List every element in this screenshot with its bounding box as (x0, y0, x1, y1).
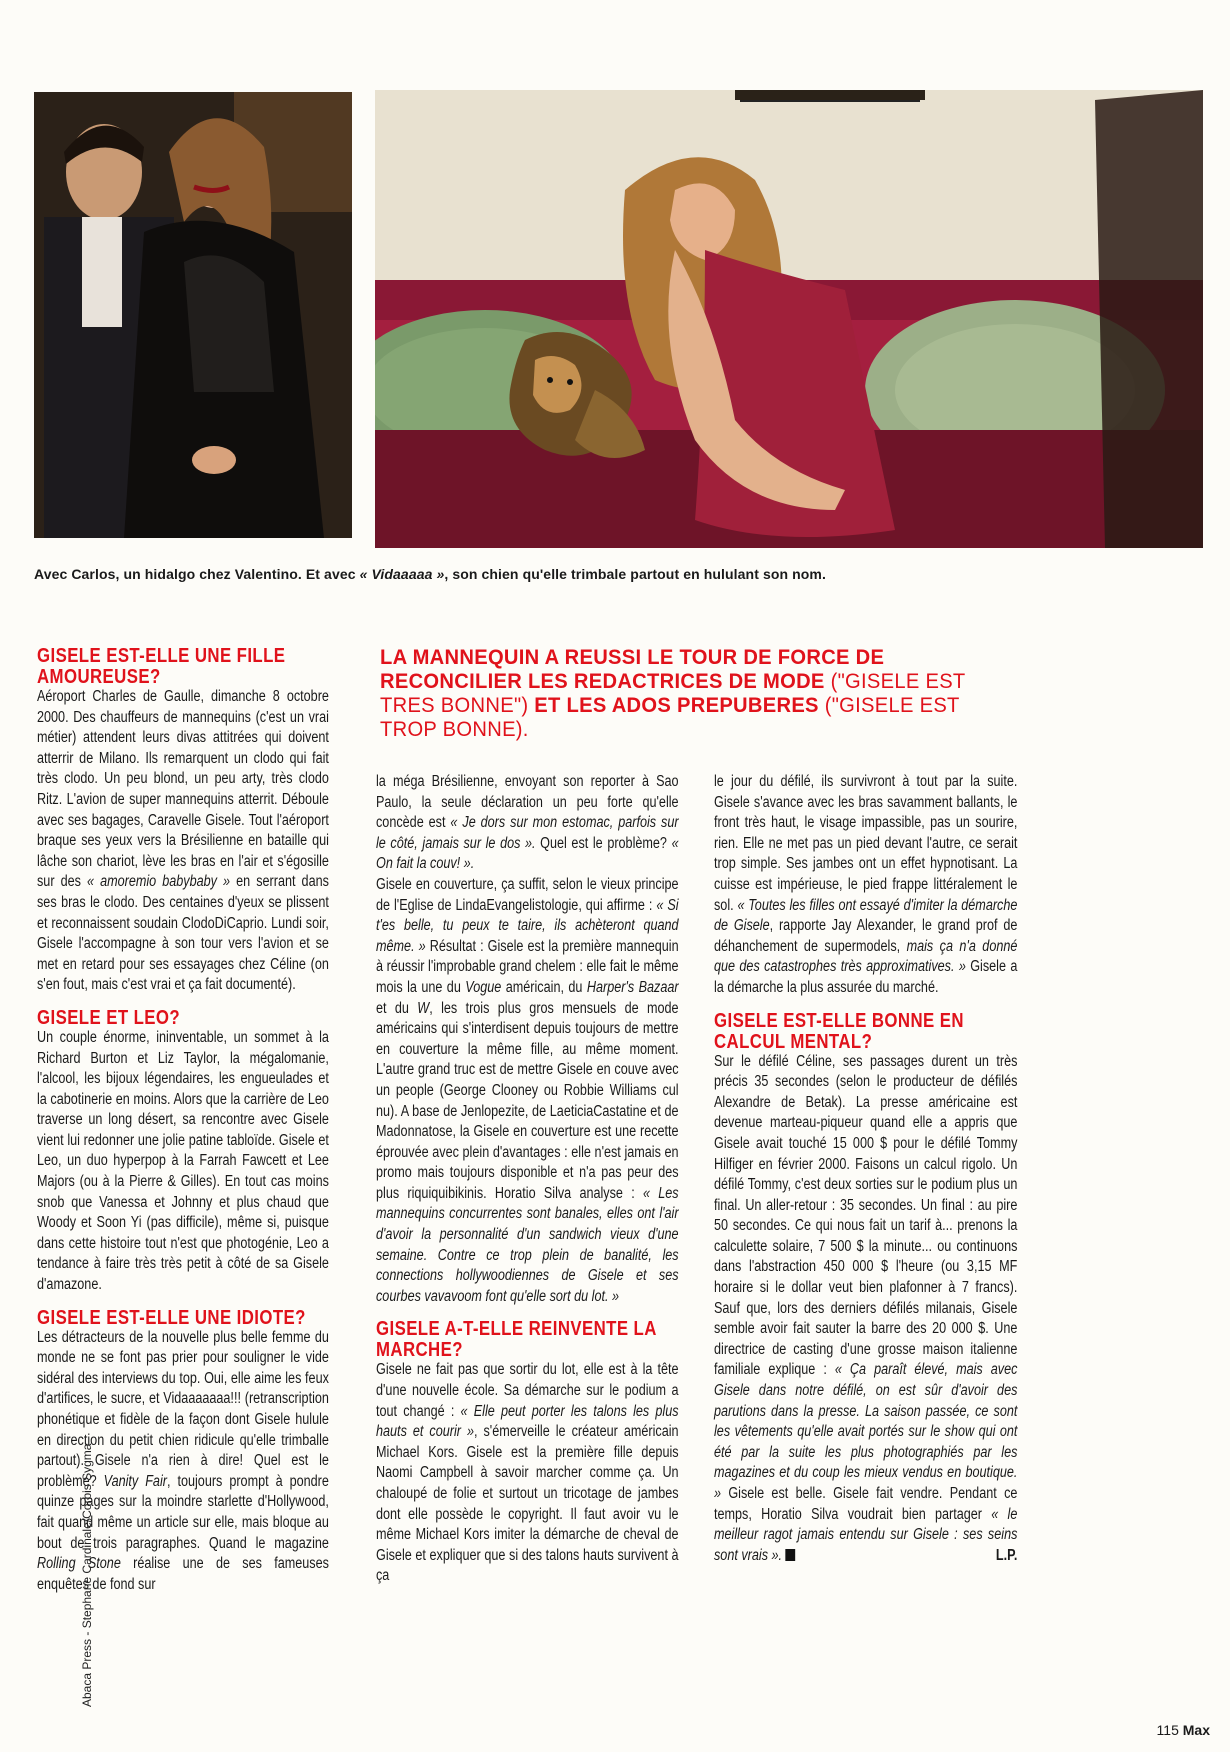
photo-credit: Abaca Press - Stephane Cardinale/Corbis Sygma (80, 1443, 94, 1707)
pull-quote: LA MANNEQUIN A REUSSI LE TOUR DE FORCE DE RECONCILIER LES REDACTRICES DE MODE ("GISELE EST TRES BONNE") ET LES ADOS PREPUBERES ("GISELE EST TROP BONNE). (380, 646, 966, 741)
paragraph: le jour du défilé, ils survivront à tout par la suite. Gisele s'avance avec les bras savamment ballants, le front très haut, le visage impassible, pas un sourire, rien. Elle ne met pas un pied devant l'autre, ce serait trop simple. Ses jambes ont un effet hypnotisant. La cuisse est impérieuse, le pied frappe littéralement le sol. « Toutes les filles ont essayé d'imiter la démarche de Gisele, rapporte Jay Alexander, le grand prof de déhanchement de supermodels, mais ça n'a donné que des catastrophes très approximatives. » Gisele a la démarche la plus assurée du marché. (714, 773, 1018, 996)
section-heading: GISELE EST-ELLE BONNE EN CALCUL MENTAL? (714, 1008, 964, 1053)
section-heading: GISELE A-T-ELLE REINVENTE LA MARCHE? (376, 1317, 657, 1362)
article-column-2 (376, 772, 679, 1587)
paragraph: Gisele ne fait pas que sortir du lot, elle est à la tête d'une nouvelle école. Sa démarche sur le podium a tout changé : « Elle peut porter les talons les plus hauts et courir », s'émerveille le créateur américain Michael Kors. Gisele est la première fille depuis Naomi Campbell à savoir marcher comme ça. Un chaloupé de folie et surtout un tricotage de jambes dont elle possède le copyright. Il faut avoir vu le même Michael Kors imiter la démarche de cheval de Gisele et expliquer que si des talons hauts survivent à ça (376, 1361, 679, 1585)
paragraph: Gisele en couverture, ça suffit, selon le vieux principe de l'Eglise de LindaEvangelistologie, qui affirme : « Si t'es belle, tu peux te taire, ils achèteront quand même. » Résultat : Gisele est la première mannequin à réussir l'improbable grand chelem : elle fait le même mois la une du Vogue américain, du Harper's Bazaar et du W, les trois plus gros mensuels de mode américains qui s'interdisent depuis toujours de mettre en couverture la même fille, au même moment. L'autre grand truc est de mettre Gisele en couve avec un people (George Clooney ou Robbie Williams cul nu). A base de Jenlopezite, de LaeticiaCastatine et de Madonnatose, la Gisele en couverture est une recette éprouvée avec plein d'avantages : elle n'est jamais en promo mais toujours disponible et n'a pas peur des plus riquiquibikinis. Horatio Silva analyse : « Les mannequins concurrentes sont banales, elles ont l'air d'avoir la personnalité d'un sandwich vieux d'une semaine. Contre ce trop plein de banalité, les connections hollywoodiennes de Gisele et ses courbes vavavoom font qu'elle sort du lot. » (376, 875, 679, 1305)
author-signature: L.P. (995, 1546, 1018, 1564)
photo-right-illustration (375, 90, 1203, 548)
photo-gisele-dog (375, 90, 1203, 548)
page-footer (1157, 1722, 1210, 1738)
paragraph: la méga Brésilienne, envoyant son reporter à Sao Paulo, la seule déclaration un peu forte qu'elle concède est « Je dors sur mon estomac, parfois sur le côté, jamais sur le dos ». Quel est le problème? « On fait la couv! ». (376, 773, 679, 873)
end-mark-icon (785, 1549, 795, 1561)
paragraph: Aéroport Charles de Gaulle, dimanche 8 octobre 2000. Des chauffeurs de mannequins (c'est un vrai métier) attendent leurs divas attitrées qui doivent atterrir de Milano. Ils remarquent un clodo qui fait très clodo. Un peu blond, un peu arty, très clodo Ritz. L'avion de super mannequins atterrit. Déboule avec ses bagages, Caravelle Gisele. Tout l'aéroport braque ses yeux vers la Brésilienne en bataille qui lâche son chariot, lève les bras en l'air et s'égosille sur des « amoremio babybaby » en serrant dans ses bras le clodo. Des centaines d'yeux se plissent et reconnaissent soudain ClodoDiCaprio. Lundi soir, Gisele l'accompagne à son tour vers l'avion et se met en retard pour ses essayages chez Céline (on s'en fout, mais c'est vrai et ça fait documenté). (37, 688, 329, 994)
section-heading: GISELE EST-ELLE UNE IDIOTE? (37, 1305, 306, 1329)
photo-left-illustration (34, 92, 352, 538)
paragraph: Les détracteurs de la nouvelle plus belle femme du monde ne se font pas prier pour souligner le vide sidéral des interviews du top. Oui, elle aime les feux d'artifices, le sucre, et Vidaaaaaaa!!! (retranscription phonétique et fidèle de la façon dont Gisele hulule en direction du petit chien ridicule qu'elle trimballe partout). Gisele n'a rien à dire! Quel est le problème? Vanity Fair, toujours prompt à pondre quinze pages sur la moindre starlette d'Hollywood, fait quand même un article sur elle, mais bloque au bout de trois paragraphes. Quand le magazine Rolling Stone réalise une de ses fameuses enquêtes de fond sur (37, 1328, 329, 1593)
section-heading: GISELE EST-ELLE UNE FILLE AMOUREUSE? (37, 644, 286, 688)
photo-carlos-gisele (34, 92, 352, 538)
paragraph: Un couple énorme, ininventable, un sommet à la Richard Burton et Liz Taylor, la mégalomanie, l'alcool, les bijoux légendaires, les engueulades et la cabotinerie en moins. Alors que la carrière de Leo traverse un long désert, sa rencontre avec Gisele vient lui redonner une jolie patine tabloïde. Gisele et Leo, un duo hyperpop à la Farrah Fawcett et Lee Majors (ou à la Pierre & Gilles). En tout cas moins snob que Vanessa et Johnny et plus chaud que Woody et Soon Yi (pas difficile), même si, puisque dans cette histoire tout n'est que photogénie, Leo a tendance à faire très très petit à côté de sa Gisele d'amazone. (37, 1028, 329, 1294)
magazine-name: Max (1182, 1722, 1210, 1738)
section-heading: GISELE ET LEO? (37, 1005, 181, 1029)
photo-caption: Avec Carlos, un hidalgo chez Valentino. Et avec « Vidaaaaa », son chien qu'elle trimbale partout en hululant son nom. (34, 566, 826, 582)
page-number: 115 (1156, 1722, 1179, 1738)
article-column-3 (714, 772, 1017, 1566)
paragraph: Sur le défilé Céline, ses passages durent un très précis 35 secondes (selon le producteur de défilés Alexandre de Betak). La presse américaine est devenue marteau-piqueur quand elle a appris que Gisele avait touché 15 000 $ pour le défilé Tommy Hilfiger en février 2000. Faisons un calcul rigolo. Un défilé Tommy, c'est deux sorties sur le podium plus un final. Un aller-retour : 35 secondes. Un final : au pire 50 secondes. Ce qui nous fait un tarif à... prenons la calculette solaire, 7 500 $ la minute... ou continuons dans l'abstraction 450 000 $ l'heure (ou 3,15 MF horaire si le dollar veut bien plafonner à 7 francs). Sauf que, lors des derniers défilés milanais, Gisele semble avoir fait sauter la barre des 20 000 $. Une directrice de casting d'une grosse maison italienne familiale explique : « Ça paraît élevé, mais avec Gisele dans notre défilé, on est sûr d'avoir des parutions dans la presse. La saison passée, ce sont les vêtements qu'elle avait portés sur le show qui ont été par la suite les plus photographiés par les magazines et du coup les mieux vendus en boutique. » Gisele est belle. Gisele fait vendre. Pendant ce temps, Horatio Silva voudrait bien partager « le meilleur ragot jamais entendu sur Gisele : ses seins sont vrais ». L.P. (714, 1052, 1017, 1567)
